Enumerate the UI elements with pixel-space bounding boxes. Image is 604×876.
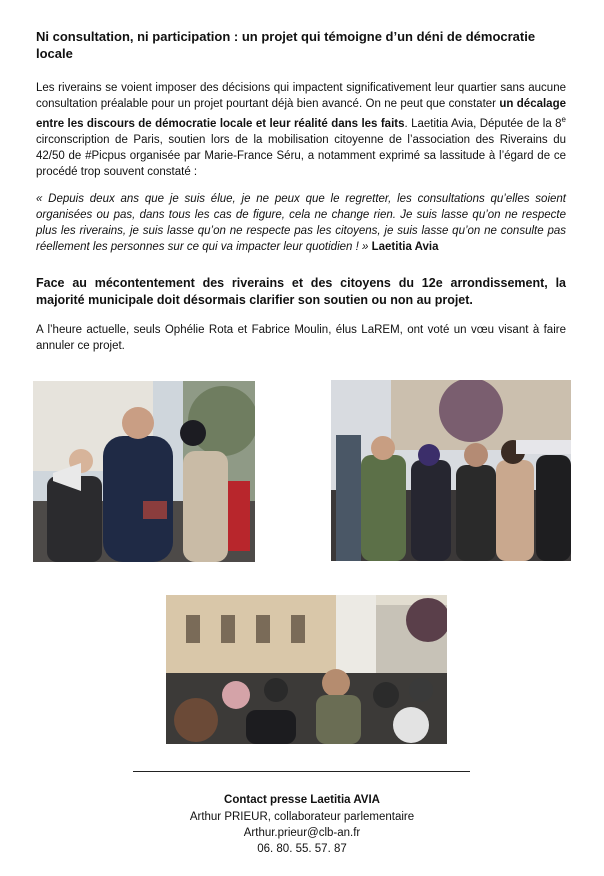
intro-paragraph <box>36 80 566 180</box>
contact-email[interactable]: Arthur.prieur@clb-an.fr <box>243 827 361 839</box>
quote-paragraph <box>36 191 566 255</box>
quote-text: « Depuis deux ans que je suis élue, je ne peux que le regretter, les consultations qu’elles soient organisées ou pas, dans tous les cas de figure, cela ne change rien. Je suis lasse qu’on ne respecte plus les riverains, je suis lasse qu’on ne respecte pas les citoyens, je suis lasse qu’on ne consulte pas réellement les personnes sur ce qui va impacter leur quotidien ! » <box>36 193 566 253</box>
photo-crowd-group <box>331 380 571 561</box>
contact-phone[interactable]: 06. 80. 55. 57. 87 <box>257 843 347 855</box>
heading: Ni consultation, ni participation : un projet qui témoigne d’un déni de démocratie locale <box>36 29 536 61</box>
quote-author: Laetitia Avia <box>371 241 439 253</box>
intro-bold: un décalage entre les discours de démocratie locale et leur réalité dans les faits <box>36 98 566 130</box>
contact-name: Arthur PRIEUR, collaborateur parlementaire <box>189 811 415 823</box>
closing-paragraph: A l’heure actuelle, seuls Ophélie Rota et Fabrice Moulin, élus LaREM, ont voté un vœu visant à faire annuler ce projet. <box>36 324 566 352</box>
photo-crowd-street <box>166 595 447 744</box>
intro-text-1: Les riverains se voient imposer des décisions qui impactent significativement leur quartier sans aucune consultation préalable pour un projet pourtant déjà bien avancé. On ne peut que constater <box>36 82 566 110</box>
superscript: e <box>561 115 566 124</box>
divider-line <box>133 771 470 772</box>
intro-text-3: circonscription de Paris, soutien lors de la mobilisation citoyenne de l’association des Riverains du 42/50 de #Picpus organisée par Marie-France Séru, a notamment exprimé sa lassitude à l’égard de ce procédé trop souvent constaté : <box>36 133 566 178</box>
photo-speaker-megaphone <box>33 381 255 562</box>
contact-title: Contact presse Laetitia AVIA <box>224 794 380 806</box>
intro-text-2: . Laetitia Avia, Députée de la 8 <box>404 117 562 130</box>
highlight-paragraph: Face au mécontentement des riverains et des citoyens du 12e arrondissement, la majorité municipale doit désormais clarifier son soutien ou non au projet. <box>36 276 566 307</box>
